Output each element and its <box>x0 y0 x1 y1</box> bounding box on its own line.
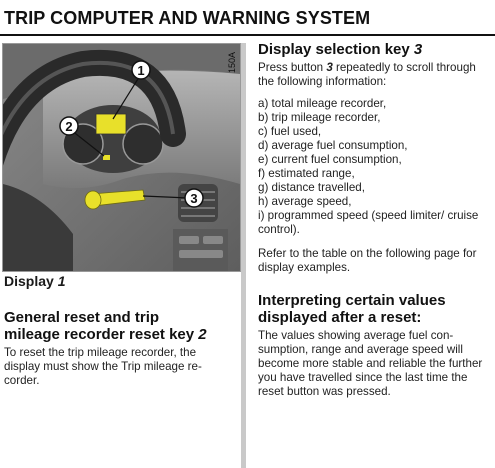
intro-key: 3 <box>326 61 333 74</box>
console-button <box>179 250 223 258</box>
dashboard-illustration <box>2 43 241 272</box>
callout-1-label: 1 <box>137 63 145 78</box>
column-divider <box>241 43 246 468</box>
reset-key-section <box>4 309 232 388</box>
figure-caption <box>4 273 66 289</box>
list-item: i) programmed speed (speed limiter/ cruise control). <box>258 209 479 236</box>
speedometer-dial <box>123 124 163 164</box>
reset-heading-line2: mileage recorder reset key <box>4 326 199 343</box>
callout-2 <box>60 117 78 135</box>
interpreting-text: The values showing average fuel con-sumption, range and average speed will become more stable and reliable the further you have travelled since the last time the reset button was pressed. <box>258 329 483 398</box>
list-item: a) total mileage recorder, <box>258 97 387 110</box>
interpreting-section <box>258 292 486 399</box>
intro-suffix: repeatedly to scroll through the following information: <box>258 61 476 88</box>
display-options-list <box>258 97 486 237</box>
table-reference-note: Refer to the table on the following page for display examples. <box>258 247 477 274</box>
callout-1 <box>132 61 150 79</box>
interpreting-heading: Interpreting certain values displayed after a reset: <box>258 292 446 326</box>
trip-computer-display <box>96 114 126 134</box>
caption-prefix: Display <box>4 273 58 289</box>
caption-number: 1 <box>57 273 66 289</box>
list-item: c) fuel used, <box>258 125 322 138</box>
right-column <box>258 41 486 399</box>
reset-key-heading <box>4 309 232 343</box>
callout-2-label: 2 <box>65 119 73 134</box>
reset-key-text: To reset the trip mileage recorder, the display must show the Trip mileage re-corder. <box>4 346 202 387</box>
reset-heading-line1: General reset and trip <box>4 309 160 326</box>
list-item: g) distance travelled, <box>258 181 365 194</box>
selection-key-heading <box>258 41 486 58</box>
console-button <box>203 236 223 244</box>
callout-3-label: 3 <box>190 191 198 206</box>
selection-heading-key: 3 <box>413 41 423 58</box>
stalk-tip <box>85 191 101 209</box>
title-rule <box>0 34 495 36</box>
list-item: e) current fuel consumption, <box>258 153 402 166</box>
selection-intro <box>258 61 486 89</box>
list-item: d) average fuel consumption, <box>258 139 408 152</box>
list-item: b) trip mileage recorder, <box>258 111 381 124</box>
reset-heading-key: 2 <box>198 326 207 343</box>
console-button <box>179 236 199 244</box>
intro-prefix: Press button <box>258 61 327 74</box>
figure-code: 150A <box>227 52 237 74</box>
dashboard-drawing <box>3 44 240 271</box>
list-item: f) estimated range, <box>258 167 355 180</box>
callout-3 <box>185 189 203 207</box>
selection-heading-text: Display selection key <box>258 41 414 58</box>
page-title: TRIP COMPUTER AND WARNING SYSTEM <box>4 8 371 28</box>
list-item: h) average speed, <box>258 195 352 208</box>
